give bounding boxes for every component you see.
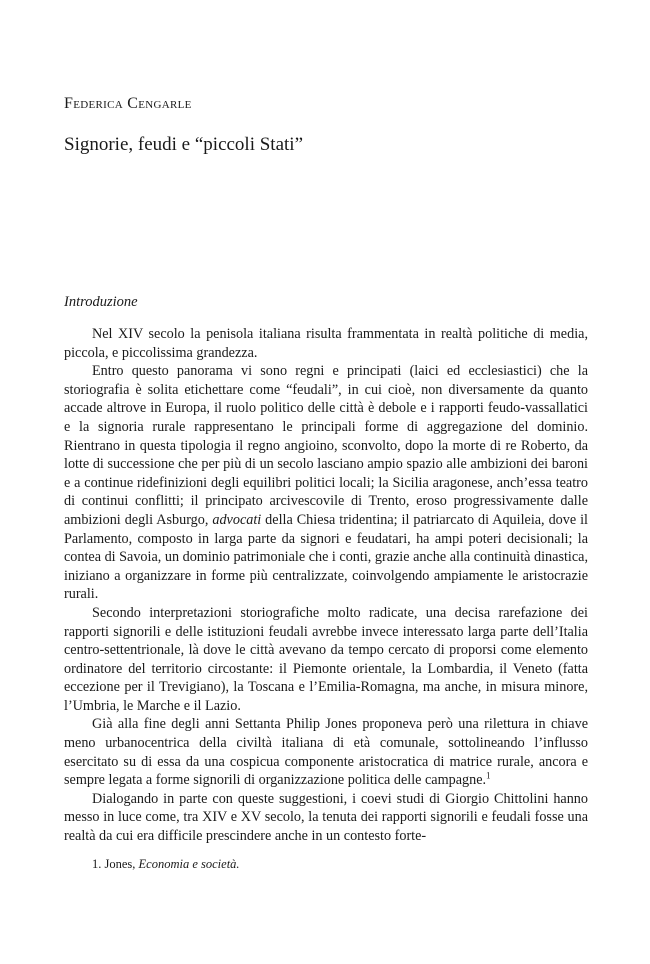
page bbox=[64, 0, 588, 964]
chapter-title: Signorie, feudi e “piccoli Stati” bbox=[64, 134, 304, 155]
paragraph-2-text-b: della Chiesa tridentina; il patriarcato di Aquileia, dove il Parlamento, composto in larga parte da signori e feudatari, ha ampi poteri decisionali; la contea di Savoia, un dominio patrimoniale che i conti, grazie anche alla continuità dinastica, iniziano a organizzare in forme più centralizzate, coinvolgendo ampiamente le aristocrazie rurali. bbox=[64, 511, 588, 603]
author-name: Federica Cengarle bbox=[64, 95, 192, 112]
paragraph-5-text: Dialogando in parte con queste suggestioni, i coevi studi di Giorgio Chittolini hanno messo in luce come, tra XIV e XV secolo, la tenuta dei rapporti signorili e feudali fosse una realtà da cui era difficile prescindere anche in un contesto forte- bbox=[64, 790, 588, 845]
footnote-work: Economia e società. bbox=[138, 857, 240, 871]
paragraph-1-text: Nel XIV secolo la penisola italiana risulta frammentata in realtà politiche di media, piccola, e piccolissima grandezza. bbox=[64, 326, 588, 361]
paragraph-2 bbox=[64, 362, 588, 604]
paragraph-1 bbox=[64, 325, 588, 362]
footnote-number: 1. bbox=[92, 857, 102, 871]
paragraph-4 bbox=[64, 715, 588, 789]
footnote-reference[interactable]: 1 bbox=[486, 770, 491, 781]
section-heading: Introduzione bbox=[64, 294, 138, 310]
paragraph-4-text: Già alla fine degli anni Settanta Philip Jones proponeva però una rilettura in chiave meno urbanocentrica della civiltà italiana di età comunale, sottolineando l’influsso esercitato su di essa da una cospicua componente aristocratica di matrice rurale, ancora e sempre legata a forme signorili di organizzazione politica delle campagne. bbox=[64, 716, 588, 789]
paragraph-3-text: Secondo interpretazioni storiografiche molto radicate, una decisa rarefazione dei rapporti signorili e delle istituzioni feudali avrebbe invece interessato larga parte dell’Italia centro-settentrionale, là dove le città avevano da tempo cercato di proporsi come elemento ordinatore del territorio circostante: il Piemonte orientale, la Lombardia, il Veneto (fatta eccezione per il Trevigiano), la Toscana e l’Emilia-Romagna, ma anche, in misura minore, l’Umbria, le Marche e il Lazio. bbox=[64, 604, 588, 714]
footnote-author: Jones, bbox=[104, 857, 136, 871]
paragraph-2-text-a: Entro questo panorama vi sono regni e principati (laici ed ecclesiastici) che la storiografia è solita etichettare come “feudali”, in cui cioè, non diversamente da quanto accade altrove in Europa, il ruolo politico delle città è debole e i rapporti feudo-vassallatici e la signoria rurale rappresentano le principali forme di aggregazione del dominio. Rientrano in questa tipologia il regno angioino, sconvolto, dopo la morte di re Roberto, da lotte di successione che per più di un secolo lasciano ampio spazio alle ambizioni dei baroni e a continue ridefinizioni degli equilibri politici locali; la Sicilia aragonese, anch’essa teatro di continui conflitti; il principato arcivescovile di Trento, eroso progressivamente dalle ambizioni degli Asburgo, bbox=[64, 363, 588, 528]
paragraph-3 bbox=[64, 604, 588, 716]
footnote bbox=[92, 857, 240, 872]
body-text bbox=[64, 325, 588, 846]
paragraph-5 bbox=[64, 790, 588, 846]
paragraph-2-italic-term: advocati bbox=[212, 511, 262, 528]
